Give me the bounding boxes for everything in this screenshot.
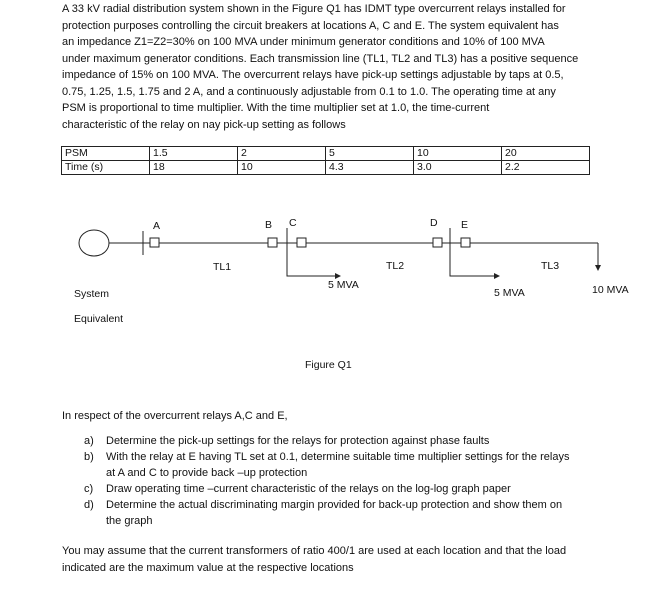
table-row [62, 161, 590, 175]
table-cell: 3.0 [414, 161, 502, 175]
bus-label-b: B [265, 219, 273, 231]
question-marker: a) [84, 435, 94, 447]
question-marker: d) [84, 499, 94, 511]
question-item [84, 449, 614, 481]
table-cell: 10 [414, 147, 502, 161]
table-row [62, 147, 590, 161]
table-cell: 4.3 [326, 161, 414, 175]
table-cell: 20 [502, 147, 590, 161]
footer-line: indicated are the maximum value at the respective locations [62, 561, 354, 574]
table-header-cell: PSM [62, 147, 150, 161]
line-label-tl3: TL3 [541, 260, 560, 272]
footer-note [62, 543, 642, 576]
figure-caption: Figure Q1 [305, 359, 352, 371]
intro-line: impedance of 15% on 100 MVA. The overcurrent relays have pick-up settings adjustable by taps at 0.5, [62, 69, 564, 81]
question-marker: b) [84, 451, 94, 463]
intro-line: protection purposes controlling the circuit breakers at locations A, C and E. The system equivalent has [62, 19, 559, 32]
intro-line: under maximum generator conditions. Each transmission line (TL1, TL2 and TL3) has a positive sequence [62, 52, 579, 65]
breaker-e [461, 238, 470, 247]
question-text: at A and C to provide back –up protection [106, 467, 308, 479]
load-label-2: 5 MVA [494, 287, 525, 299]
table-cell: 10 [238, 161, 326, 175]
table-cell: 2.2 [502, 161, 590, 175]
breaker-c [297, 238, 306, 247]
footer-line: You may assume that the current transformers of ratio 400/1 are used at each location and that the load [62, 545, 567, 557]
load-arrow-3 [595, 265, 601, 271]
bus-label-a: A [153, 220, 161, 232]
table-header-cell: Time (s) [62, 161, 150, 175]
intro-line: PSM is proportional to time multiplier. With the time multiplier set at 1.0, the time-current [62, 102, 490, 114]
intro-line: characteristic of the relay on nay pick-up setting as follows [62, 118, 346, 131]
question-item [84, 433, 614, 449]
question-text: With the relay at E having TL set at 0.1, determine suitable time multiplier settings for the relays [106, 451, 570, 463]
question-item [84, 497, 614, 529]
question-list [84, 433, 614, 529]
bus-label-d: D [430, 217, 438, 229]
intro-line: 0.75, 1.25, 1.5, 1.75 and 2 A, and a continuously adjustable from 0.1 to 1.0. The operating time at any [62, 85, 556, 98]
breaker-d [433, 238, 442, 247]
table-cell: 5 [326, 147, 414, 161]
table-cell: 18 [150, 161, 238, 175]
breaker-b [268, 238, 277, 247]
question-marker: c) [84, 483, 94, 495]
table-cell: 1.5 [150, 147, 238, 161]
intro-line: A 33 kV radial distribution system shown in the Figure Q1 has IDMT type overcurrent relays installed for [62, 3, 566, 15]
load-label-3: 10 MVA [592, 284, 629, 296]
load-arrow-2 [494, 273, 500, 279]
bus-label-c: C [289, 217, 297, 229]
load-tap-1 [287, 258, 335, 276]
source-label-system: System [74, 288, 110, 300]
question-item [84, 481, 614, 497]
bus-label-e: E [461, 219, 469, 231]
generator-symbol [79, 230, 109, 256]
question-text: Determine the pick-up settings for the relays for protection against phase faults [106, 435, 490, 447]
line-label-tl1: TL1 [213, 261, 232, 273]
breaker-a [150, 238, 159, 247]
question-text: Draw operating time –current characteristic of the relays on the log-log graph paper [106, 483, 511, 495]
load-tap-2 [450, 258, 497, 276]
source-label-equivalent: Equivalent [74, 313, 124, 325]
question-text: Determine the actual discriminating margin provided for back-up protection and show them on [106, 499, 563, 511]
load-label-1: 5 MVA [328, 279, 359, 291]
intro-paragraph [62, 1, 642, 133]
psm-time-table [61, 146, 590, 175]
table-cell: 2 [238, 147, 326, 161]
question-intro: In respect of the overcurrent relays A,C and E, [62, 410, 288, 422]
intro-line: an impedance Z1=Z2=30% on 100 MVA under minimum generator conditions and 10% of 100 MVA [62, 36, 545, 48]
question-text: the graph [106, 515, 153, 527]
line-label-tl2: TL2 [386, 260, 405, 272]
